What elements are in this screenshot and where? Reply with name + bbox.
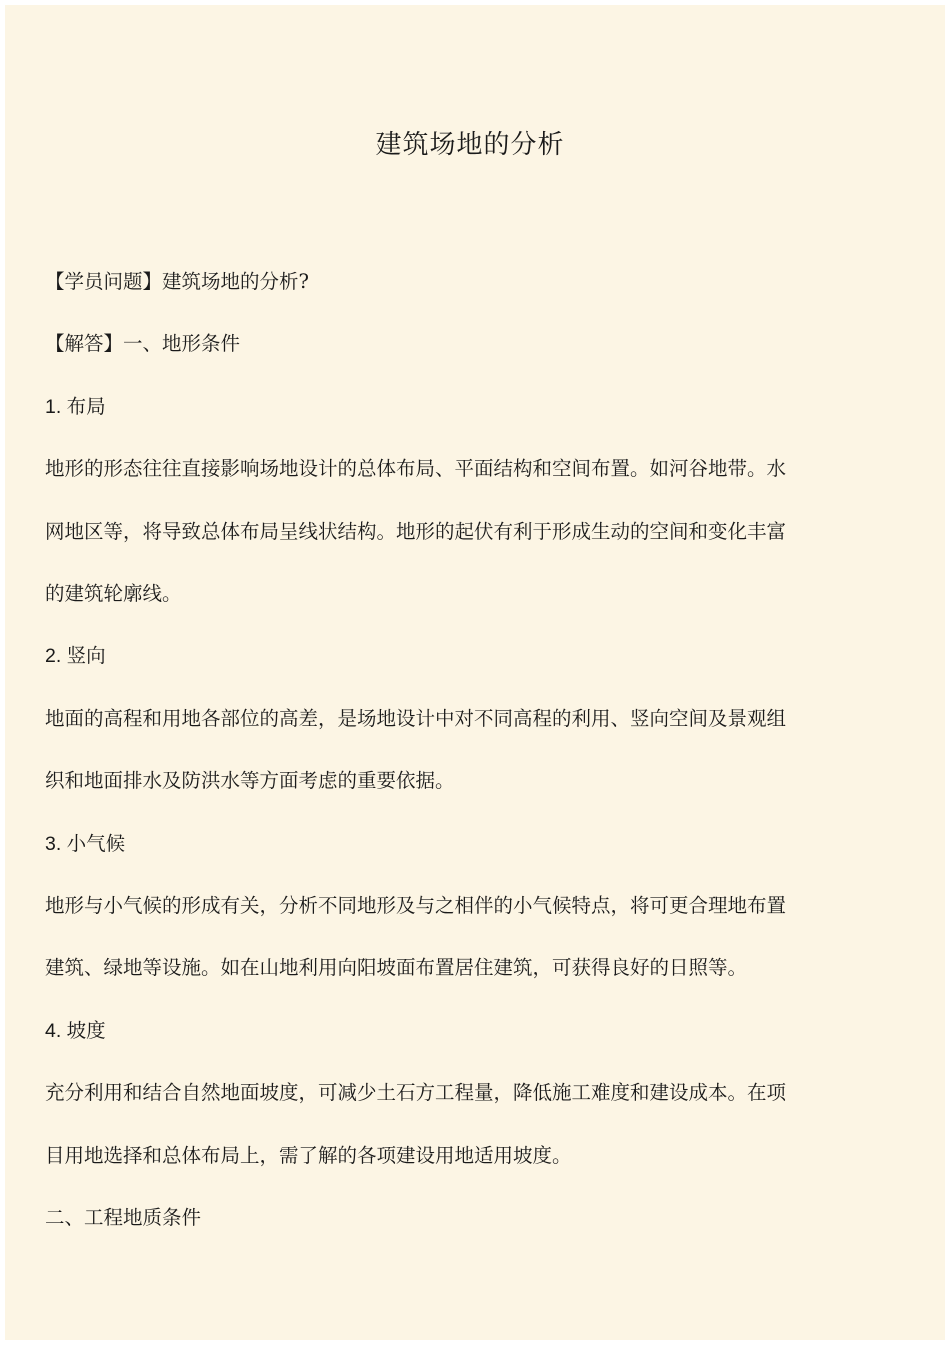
document-title: 建筑场地的分析 bbox=[375, 130, 565, 160]
section-1-line-1: 地形的形态往往直接影响场地设计的总体布局、平面结构和空间布置。如河谷地带。水 bbox=[45, 457, 787, 480]
section-1-line-2: 网地区等，将导致总体布局呈线状结构。地形的起伏有利于形成生动的空间和变化丰富 bbox=[45, 520, 787, 543]
section-3-line-1: 地形与小气候的形成有关，分析不同地形及与之相伴的小气候特点，将可更合理地布置 bbox=[45, 894, 787, 917]
question-line: 【学员问题】建筑场地的分析? bbox=[45, 270, 309, 293]
section-4-line-2: 目用地选择和总体布局上，需了解的各项建设用地适用坡度。 bbox=[45, 1144, 572, 1167]
section-2-line-1: 地面的高程和用地各部位的高差，是场地设计中对不同高程的利用、竖向空间及景观组 bbox=[45, 707, 787, 730]
section-2-line-2: 织和地面排水及防洪水等方面考虑的重要依据。 bbox=[45, 769, 455, 792]
document-page bbox=[5, 5, 945, 1340]
section-4-line-1: 充分利用和结合自然地面坡度，可减少土石方工程量，降低施工难度和建设成本。在项 bbox=[45, 1081, 787, 1104]
section-two-heading: 二、工程地质条件 bbox=[45, 1206, 202, 1229]
section-1-line-3: 的建筑轮廓线。 bbox=[45, 582, 182, 605]
section-2-heading: 2. 竖向 bbox=[45, 645, 106, 667]
answer-heading: 【解答】一、地形条件 bbox=[45, 332, 241, 355]
section-3-line-2: 建筑、绿地等设施。如在山地利用向阳坡面布置居住建筑，可获得良好的日照等。 bbox=[45, 956, 748, 979]
section-1-heading: 1. 布局 bbox=[45, 396, 106, 418]
section-4-heading: 4. 坡度 bbox=[45, 1020, 106, 1042]
section-3-heading: 3. 小气候 bbox=[45, 833, 126, 855]
